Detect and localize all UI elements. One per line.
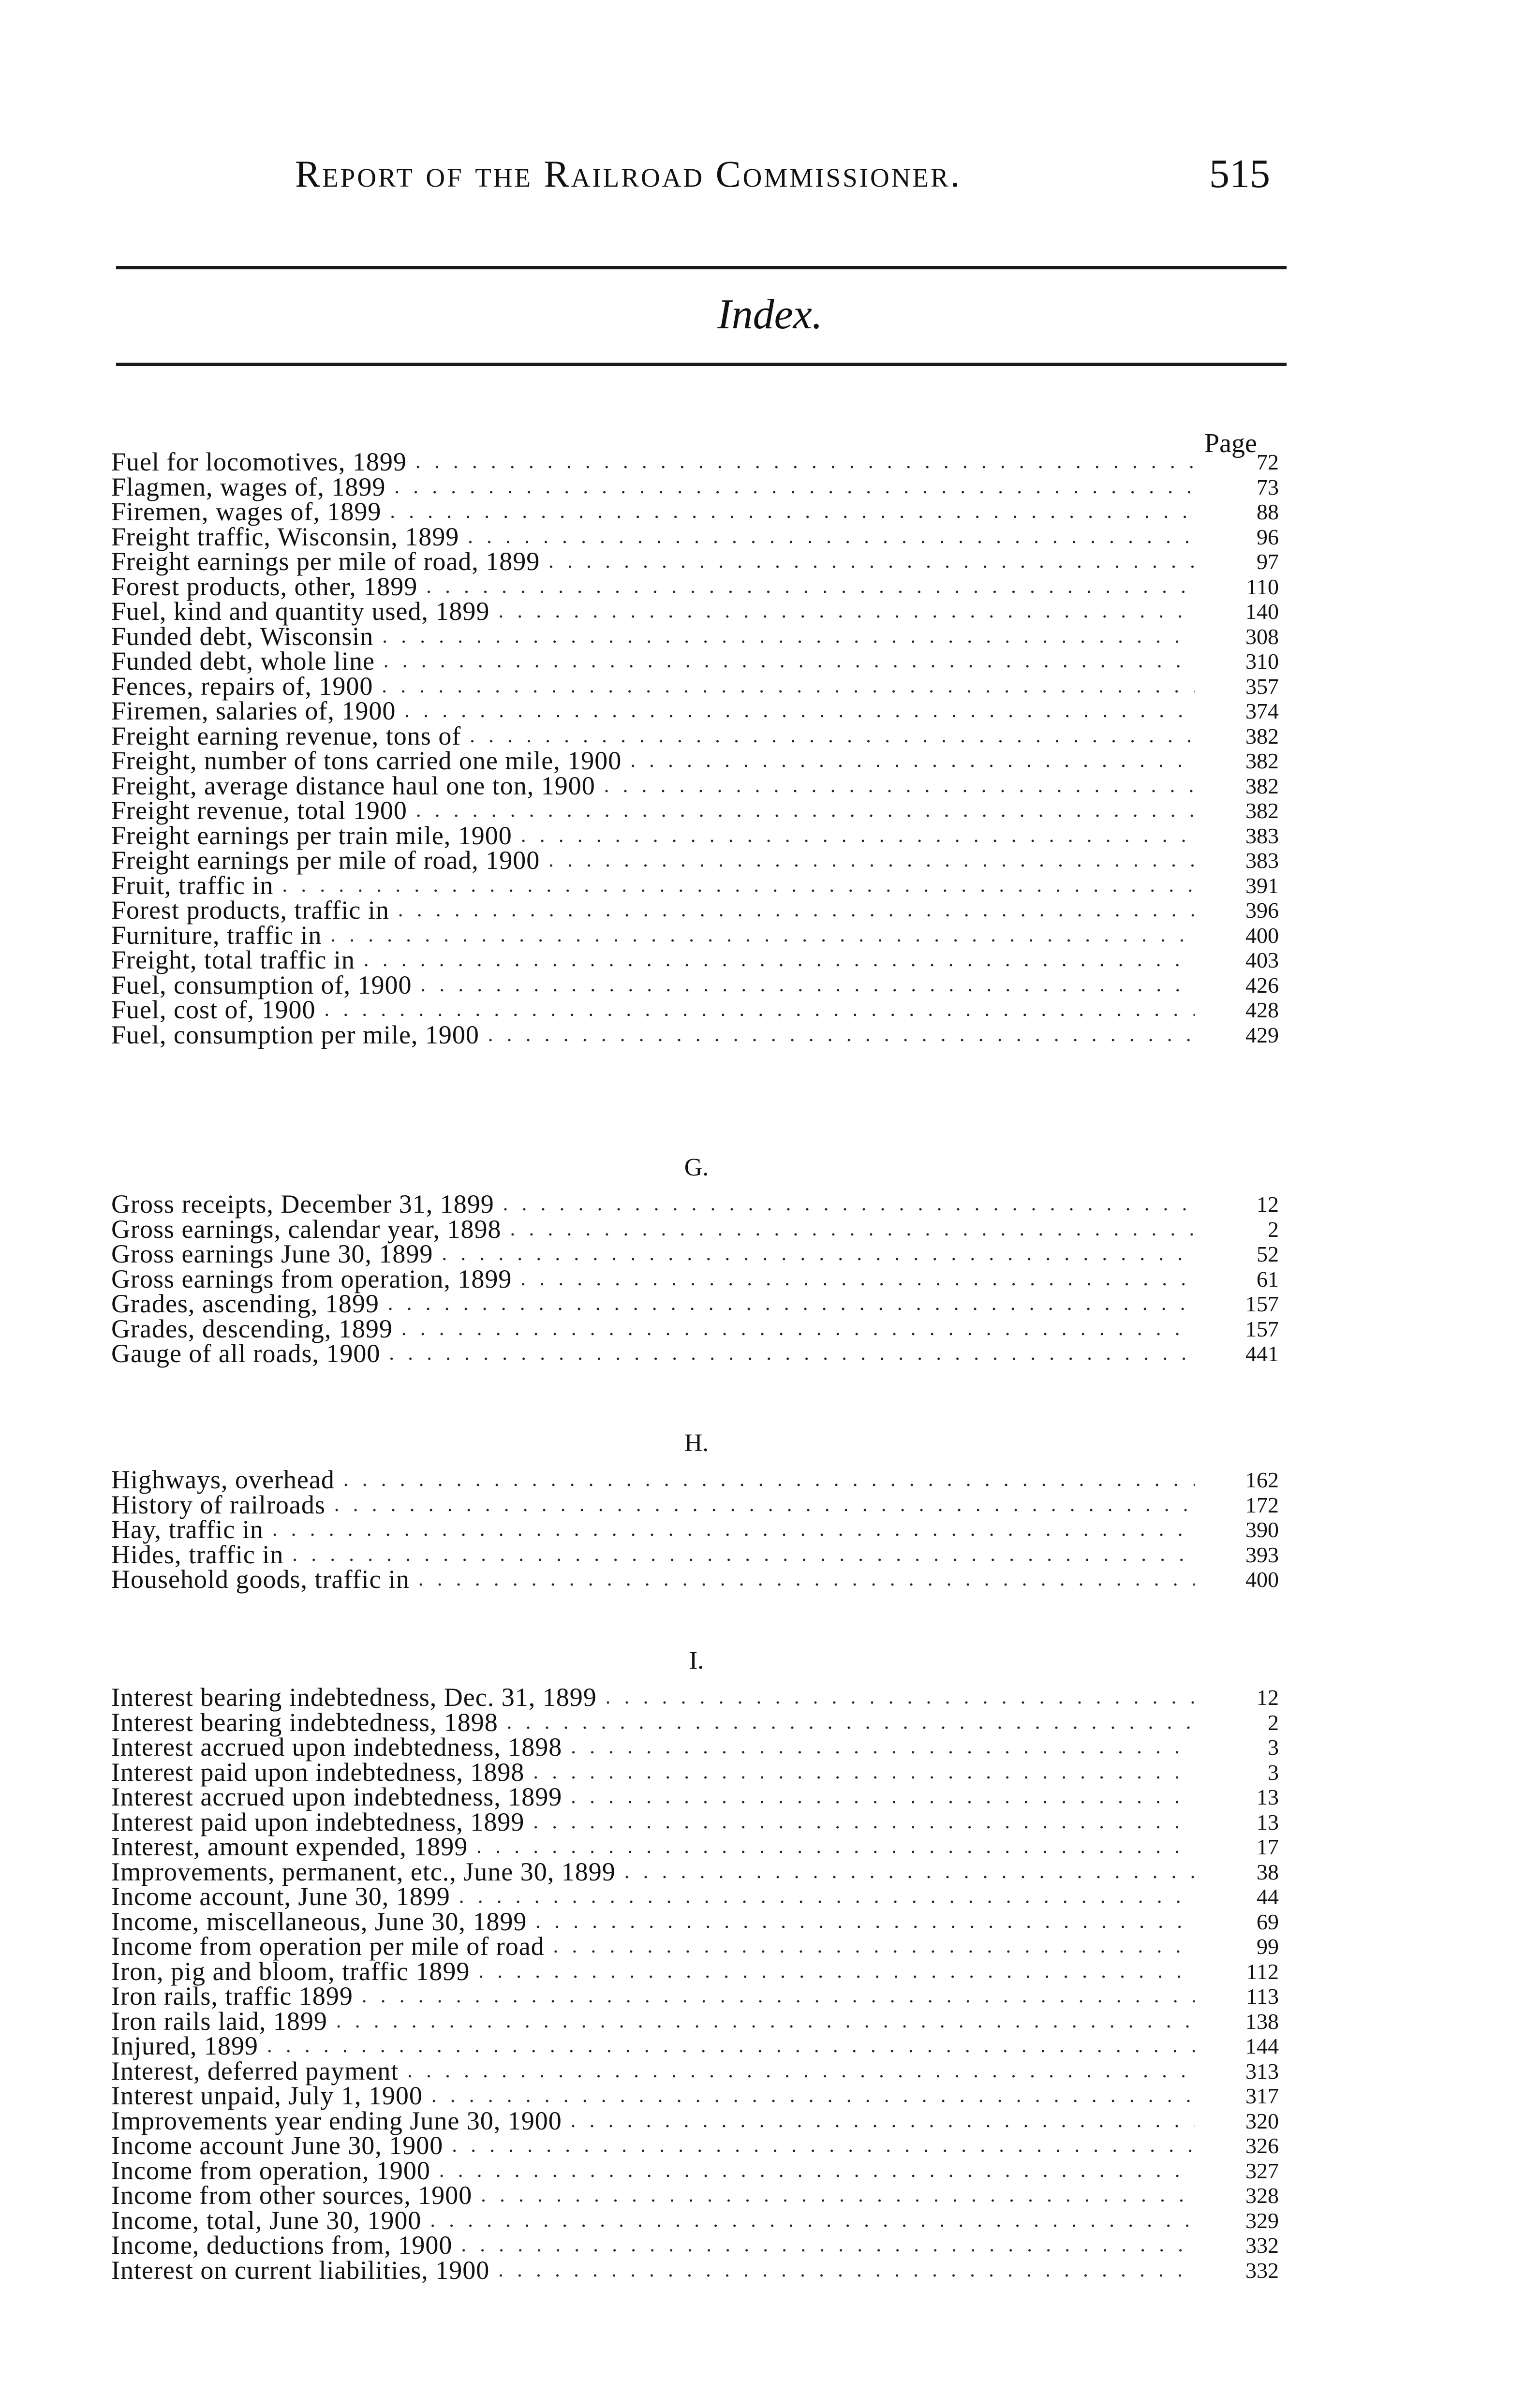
index-entry: [111, 970, 1282, 999]
entry-page-number: 313: [1245, 2058, 1279, 2084]
entry-text: Income from other sources, 1900: [111, 2181, 473, 2210]
dot-leader: [364, 948, 1195, 973]
index-entry: [111, 574, 1282, 600]
entry-page-number: 374: [1245, 699, 1279, 723]
dot-leader: [272, 1517, 1195, 1542]
dot-leader: [442, 1242, 1195, 1267]
index-entry: [111, 823, 1282, 849]
entry-text: Freight, number of tons carried one mile, 1900: [111, 746, 622, 775]
dot-leader: [548, 848, 1195, 873]
entry-text: Interest on current liabilities, 1900: [111, 2255, 490, 2285]
entry-text: Fuel, kind and quantity used, 1899: [111, 597, 490, 626]
entry-page-number: 138: [1245, 2009, 1279, 2034]
entry-text: Interest, deferred payment: [111, 2056, 399, 2085]
entry-text: Interest unpaid, July 1, 1900: [111, 2081, 423, 2110]
index-entry: [111, 2233, 1282, 2258]
entry-page-number: 113: [1246, 1984, 1279, 2009]
entry-page-number: 396: [1245, 898, 1279, 923]
index-entry: [111, 1884, 1282, 1909]
index-entry: [111, 945, 1282, 974]
entry-page-number: 441: [1245, 1341, 1279, 1366]
dot-leader: [507, 1710, 1195, 1735]
entry-text: Gross receipts, December 31, 1899: [111, 1189, 494, 1219]
entry-text: Fuel, consumption of, 1900: [111, 970, 412, 999]
entry-page-number: 88: [1257, 499, 1279, 524]
dot-leader: [461, 2233, 1195, 2258]
entry-page-number: 400: [1245, 923, 1279, 948]
dot-leader: [624, 1860, 1195, 1885]
entry-text: Interest bearing indebtedness, 1898: [111, 1707, 498, 1737]
entry-text: Fences, repairs of, 1900: [111, 671, 373, 701]
index-entry: [111, 1857, 1282, 1886]
dot-leader: [415, 450, 1195, 475]
dot-leader: [431, 2084, 1195, 2109]
index-entry: [111, 447, 1282, 476]
index-entry: [111, 2158, 1282, 2184]
dot-leader: [416, 798, 1195, 823]
index-entry: [111, 2205, 1282, 2235]
dot-leader: [418, 1567, 1195, 1592]
dot-leader: [488, 1023, 1195, 1048]
entry-text: Fuel, cost of, 1900: [111, 995, 316, 1024]
dot-leader: [382, 674, 1195, 699]
entry-text: Interest bearing indebtedness, Dec. 31, 1899: [111, 1683, 597, 1712]
index-entry: [111, 1909, 1282, 1935]
index-entry: [111, 1341, 1282, 1366]
entry-page-number: 317: [1245, 2084, 1279, 2108]
index-entry: [111, 771, 1282, 800]
dot-leader: [548, 549, 1195, 574]
entry-page-number: 308: [1245, 624, 1279, 649]
dot-leader: [430, 2208, 1195, 2233]
page-column-label: Page: [1204, 428, 1257, 458]
entry-page-number: 110: [1246, 574, 1279, 599]
entry-page-number: 393: [1245, 1542, 1279, 1567]
entry-text: Funded debt, Wisconsin: [111, 621, 374, 651]
entry-page-number: 44: [1257, 1884, 1279, 1909]
index-entry: [111, 1757, 1282, 1787]
entry-page-number: 383: [1245, 823, 1279, 848]
entry-text: Interest accrued upon indebtedness, 1898: [111, 1733, 563, 1762]
entry-text: Improvements year ending June 30, 1900: [111, 2106, 562, 2135]
entry-text: Fuel for locomotives, 1899: [111, 447, 407, 476]
dot-leader: [571, 1735, 1195, 1760]
index-entry: [111, 2031, 1282, 2060]
section-letter: G.: [684, 1154, 709, 1181]
entry-text: Income account, June 30, 1899: [111, 1882, 450, 1911]
index-entry: [111, 2081, 1282, 2110]
dot-leader: [388, 1292, 1195, 1317]
index-entry: [111, 549, 1282, 574]
entry-text: Income from operation per mile of road: [111, 1932, 545, 1961]
dot-leader: [362, 1984, 1195, 2009]
dot-leader: [476, 1835, 1195, 1860]
entry-text: Interest paid upon indebtedness, 1898: [111, 1757, 525, 1787]
entry-text: Interest accrued upon indebtedness, 1899: [111, 1782, 563, 1811]
entry-text: Forest products, other, 1899: [111, 572, 418, 601]
index-entry: [111, 1782, 1282, 1811]
entry-text: History of railroads: [111, 1490, 326, 1519]
index-entry: [111, 1490, 1282, 1519]
index-entry: [111, 848, 1282, 873]
entry-page-number: 97: [1257, 549, 1279, 574]
index-entry: [111, 671, 1282, 701]
section-letter: I.: [689, 1647, 704, 1674]
index-entry: [111, 2133, 1282, 2158]
index-entry: [111, 1707, 1282, 1737]
index-entry: [111, 898, 1282, 923]
index-entry: [111, 2056, 1282, 2085]
entry-page-number: 383: [1245, 848, 1279, 873]
index-entry: [111, 696, 1282, 725]
entry-page-number: 69: [1257, 1909, 1279, 1934]
index-entry: [111, 1020, 1282, 1049]
dot-leader: [267, 2034, 1195, 2059]
dot-leader: [324, 998, 1195, 1023]
entry-page-number: 326: [1245, 2133, 1279, 2158]
entry-text: Grades, descending, 1899: [111, 1314, 393, 1343]
index-section-f: [111, 447, 1282, 1049]
dot-leader: [404, 699, 1195, 724]
index-entry: [111, 798, 1282, 823]
dot-leader: [533, 1760, 1195, 1785]
entry-text: Improvements, permanent, etc., June 30, 1899: [111, 1857, 616, 1886]
entry-page-number: 13: [1257, 1785, 1279, 1809]
entry-text: Freight earning revenue, tons of: [111, 721, 461, 750]
entry-page-number: 328: [1245, 2183, 1279, 2208]
entry-page-number: 3: [1268, 1735, 1279, 1760]
entry-page-number: 310: [1245, 649, 1279, 674]
index-entry: [111, 2106, 1282, 2135]
dot-leader: [426, 574, 1195, 600]
dot-leader: [481, 2183, 1195, 2208]
dot-leader: [571, 2109, 1195, 2134]
entry-text: Forest products, traffic in: [111, 896, 389, 925]
entry-page-number: 329: [1245, 2208, 1279, 2233]
entry-text: Firemen, wages of, 1899: [111, 497, 382, 526]
section-letter: H.: [684, 1429, 709, 1457]
dot-leader: [606, 1685, 1195, 1710]
entry-page-number: 327: [1245, 2158, 1279, 2183]
entry-page-number: 13: [1257, 1809, 1279, 1835]
index-entry: [111, 995, 1282, 1024]
index-entry: [111, 1289, 1282, 1318]
entry-page-number: 382: [1245, 798, 1279, 823]
dot-leader: [521, 823, 1195, 849]
entry-page-number: 428: [1245, 998, 1279, 1022]
index-entry: [111, 1239, 1282, 1268]
entry-page-number: 320: [1245, 2108, 1279, 2133]
entry-page-number: 357: [1245, 674, 1279, 699]
index-entry: [111, 499, 1282, 525]
entry-text: Freight revenue, total 1900: [111, 796, 407, 825]
entry-text: Gross earnings from operation, 1899: [111, 1264, 512, 1293]
entry-text: Highways, overhead: [111, 1465, 335, 1494]
index-entry: [111, 621, 1282, 651]
dot-leader: [468, 525, 1195, 550]
entry-text: Income, deductions from, 1900: [111, 2231, 453, 2260]
page-header: [0, 152, 1540, 210]
entry-text: Income account June 30, 1900: [111, 2131, 444, 2160]
index-entry: [111, 1984, 1282, 2009]
index-entry: [111, 721, 1282, 750]
entry-text: Furniture, traffic in: [111, 920, 322, 950]
index-entry: [111, 1807, 1282, 1836]
index-section-h: [111, 1426, 1282, 1592]
entry-text: Hay, traffic in: [111, 1515, 264, 1544]
index-entry: [111, 1934, 1282, 1959]
entry-page-number: 157: [1245, 1292, 1279, 1316]
entry-text: Gross earnings June 30, 1899: [111, 1239, 433, 1268]
dot-leader: [630, 749, 1195, 774]
index-entry: [111, 472, 1282, 501]
entry-page-number: 382: [1245, 723, 1279, 749]
entry-text: Freight earnings per train mile, 1900: [111, 821, 512, 850]
index-entry: [111, 1735, 1282, 1760]
index-entry: [111, 870, 1282, 900]
entry-page-number: 112: [1246, 1959, 1279, 1984]
entry-text: Household goods, traffic in: [111, 1565, 410, 1594]
dot-leader: [389, 1341, 1195, 1366]
index-entry: [111, 1189, 1282, 1219]
dot-leader: [510, 1217, 1195, 1242]
dot-leader: [407, 2059, 1195, 2084]
dot-leader: [394, 475, 1195, 500]
entry-text: Firemen, salaries of, 1900: [111, 696, 396, 725]
entry-page-number: 382: [1245, 773, 1279, 798]
entry-page-number: 382: [1245, 749, 1279, 773]
entry-page-number: 52: [1257, 1242, 1279, 1266]
index-entry: [111, 1567, 1282, 1592]
entry-text: Interest, amount expended, 1899: [111, 1832, 468, 1861]
dot-leader: [470, 724, 1195, 749]
entry-page-number: 332: [1245, 2258, 1279, 2283]
entry-page-number: 2: [1268, 1217, 1279, 1242]
entry-page-number: 38: [1257, 1859, 1279, 1884]
index-entry: [111, 1956, 1282, 1986]
dot-leader: [439, 2158, 1195, 2184]
entry-page-number: 403: [1245, 948, 1279, 972]
dot-leader: [336, 2009, 1195, 2034]
bottom-rule: [116, 363, 1287, 366]
index-heading: Index.: [717, 291, 823, 338]
entry-page-number: 12: [1257, 1685, 1279, 1710]
index-entry: [111, 2183, 1282, 2208]
entry-page-number: 73: [1257, 474, 1279, 499]
dot-leader: [604, 774, 1195, 799]
dot-leader: [330, 923, 1195, 948]
entry-text: Freight, average distance haul one ton, 1900: [111, 771, 595, 800]
entry-text: Freight earnings per mile of road, 1900: [111, 846, 540, 875]
entry-text: Grades, ascending, 1899: [111, 1289, 379, 1318]
entry-page-number: 172: [1245, 1492, 1279, 1517]
index-entry: [111, 646, 1282, 675]
entry-text: Fuel, consumption per mile, 1900: [111, 1020, 479, 1049]
dot-leader: [398, 898, 1195, 923]
dot-leader: [533, 1810, 1195, 1835]
index-entry: [111, 920, 1282, 950]
index-section-g: [111, 1151, 1282, 1366]
dot-leader: [390, 499, 1195, 525]
entry-text: Fruit, traffic in: [111, 870, 274, 900]
entry-text: Iron rails, traffic 1899: [111, 1982, 353, 2011]
entry-text: Freight, total traffic in: [111, 945, 355, 974]
entry-page-number: 157: [1245, 1316, 1279, 1341]
dot-leader: [535, 1909, 1195, 1935]
entry-page-number: 99: [1257, 1934, 1279, 1959]
entry-text: Freight traffic, Wisconsin, 1899: [111, 522, 459, 551]
entry-text: Gross earnings, calendar year, 1898: [111, 1214, 502, 1244]
page-number: 515: [1209, 151, 1270, 196]
entry-text: Interest paid upon indebtedness, 1899: [111, 1807, 525, 1836]
entry-text: Hides, traffic in: [111, 1540, 284, 1569]
index-entry: [111, 1685, 1282, 1710]
dot-leader: [478, 1959, 1195, 1984]
entry-page-number: 391: [1245, 873, 1279, 898]
entry-text: Income, miscellaneous, June 30, 1899: [111, 1907, 527, 1936]
index-entry: [111, 599, 1282, 624]
entry-page-number: 332: [1245, 2233, 1279, 2258]
dot-leader: [401, 1317, 1195, 1342]
index-entry: [111, 522, 1282, 551]
entry-text: Income from operation, 1900: [111, 2156, 430, 2185]
index-entry: [111, 1465, 1282, 1494]
entry-text: Funded debt, whole line: [111, 646, 375, 675]
entry-text: Iron rails laid, 1899: [111, 2006, 327, 2036]
entry-text: Iron, pig and bloom, traffic 1899: [111, 1956, 470, 1986]
index-entry: [111, 1542, 1282, 1568]
dot-leader: [571, 1785, 1195, 1810]
index-entry: [111, 1314, 1282, 1343]
entry-page-number: 12: [1257, 1192, 1279, 1217]
entry-text: Freight earnings per mile of road, 1899: [111, 547, 540, 576]
running-title: Report of the Railroad Commissioner.: [295, 153, 962, 195]
entry-page-number: 140: [1245, 599, 1279, 624]
dot-leader: [334, 1493, 1195, 1518]
entry-page-number: 400: [1245, 1567, 1279, 1592]
entry-page-number: 429: [1245, 1022, 1279, 1047]
entry-page-number: 96: [1257, 524, 1279, 549]
entry-page-number: 162: [1245, 1468, 1279, 1492]
index-section-i: [111, 1644, 1282, 2283]
dot-leader: [553, 1934, 1195, 1959]
entry-page-number: 17: [1257, 1835, 1279, 1859]
dot-leader: [498, 2258, 1195, 2283]
index-entry: [111, 1264, 1282, 1293]
dot-leader: [343, 1468, 1195, 1493]
index-entry: [111, 746, 1282, 775]
entry-page-number: 72: [1257, 450, 1279, 474]
dot-leader: [382, 624, 1195, 649]
entry-page-number: 61: [1257, 1266, 1279, 1292]
entry-page-number: 390: [1245, 1517, 1279, 1542]
dot-leader: [503, 1192, 1195, 1217]
entry-text: Income, total, June 30, 1900: [111, 2205, 422, 2235]
dot-leader: [498, 599, 1195, 624]
dot-leader: [384, 649, 1195, 674]
entry-text: Flagmen, wages of, 1899: [111, 472, 386, 501]
dot-leader: [520, 1267, 1195, 1292]
entry-page-number: 426: [1245, 972, 1279, 998]
index-entry: [111, 1214, 1282, 1244]
entry-text: Gauge of all roads, 1900: [111, 1339, 381, 1368]
top-rule: [116, 266, 1287, 269]
index-entry: [111, 2255, 1282, 2285]
entry-page-number: 144: [1245, 2034, 1279, 2058]
dot-leader: [459, 1884, 1195, 1909]
entry-page-number: 2: [1268, 1710, 1279, 1735]
entry-text: Injured, 1899: [111, 2031, 258, 2060]
index-entry: [111, 1832, 1282, 1861]
entry-page-number: 3: [1268, 1760, 1279, 1785]
dot-leader: [420, 973, 1195, 998]
index-entry: [111, 2006, 1282, 2036]
index-entry: [111, 1517, 1282, 1542]
dot-leader: [452, 2133, 1195, 2158]
dot-leader: [292, 1542, 1195, 1568]
dot-leader: [282, 873, 1195, 898]
